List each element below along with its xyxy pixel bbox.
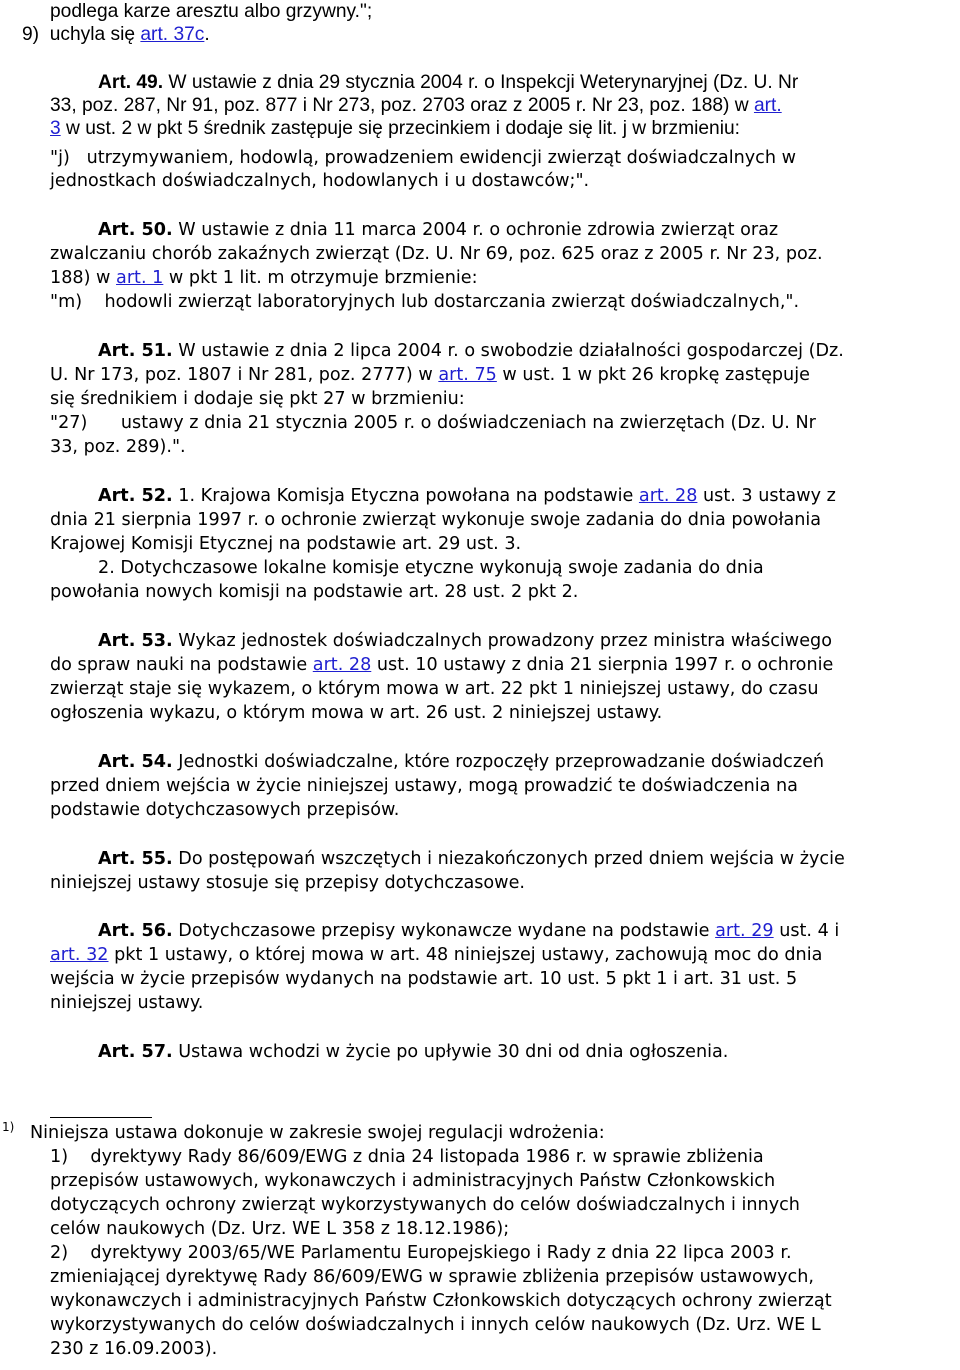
- text-line: [50, 944, 822, 967]
- text-line: [50, 775, 798, 798]
- text-segment: 230 z 16.09.2003).: [50, 1339, 218, 1359]
- text-segment: ust. 3 ustawy z: [697, 486, 836, 506]
- text-segment: 9) uchyla się: [22, 24, 141, 45]
- text-line: [50, 170, 589, 193]
- text-segment: jednostkach doświadczalnych, hodowlanych i u dostawców;".: [50, 171, 590, 191]
- text-line: [50, 1170, 775, 1193]
- text-segment: 33, poz. 289).".: [50, 437, 186, 457]
- text-segment: 2) dyrektywy 2003/65/WE Parlamentu Europejskiego i Rady z dnia 22 lipca 2003 r.: [50, 1243, 792, 1263]
- text-segment: ust. 4 i: [773, 921, 840, 941]
- text-segment: Krajowej Komisji Etycznej na podstawie art. 29 ust. 3.: [50, 534, 522, 554]
- text-line: [50, 872, 525, 895]
- text-line: [98, 219, 778, 242]
- text-line: [50, 412, 816, 435]
- article-link[interactable]: art. 1: [116, 268, 164, 288]
- text-line: [50, 1194, 800, 1217]
- text-segment: W ustawie z dnia 2 lipca 2004 r. o swobodzie działalności gospodarczej (Dz.: [172, 341, 844, 361]
- text-segment: Do postępowań wszczętych i niezakończonych przed dniem wejścia w życie: [172, 849, 845, 869]
- text-segment: w ust. 2 w pkt 5 średnik zastępuje się przecinkiem i dodaje się lit. j w brzmieniu:: [60, 118, 740, 139]
- text-line: [98, 751, 824, 774]
- text-segment: 1) dyrektywy Rady 86/609/EWG z dnia 24 listopada 1986 r. w sprawie zbliżenia: [50, 1147, 764, 1167]
- article-link[interactable]: art.: [753, 95, 782, 116]
- article-link[interactable]: 3: [50, 118, 61, 139]
- text-line: [50, 0, 372, 23]
- text-line: [50, 678, 819, 701]
- text-line: [50, 291, 799, 314]
- text-segment: celów naukowych (Dz. Urz. WE L 358 z 18.12.1986);: [50, 1219, 510, 1239]
- text-line: [50, 388, 465, 411]
- text-line: [50, 968, 797, 991]
- text-line: [50, 1218, 509, 1241]
- text-line: [98, 557, 764, 580]
- text-line: [50, 1338, 217, 1361]
- article-link[interactable]: art. 37c: [140, 24, 205, 45]
- text-segment: ust. 10 ustawy z dnia 21 sierpnia 1997 r. o ochronie: [371, 655, 834, 675]
- text-line: [50, 1290, 832, 1313]
- text-line: [50, 243, 823, 266]
- text-segment: niniejszej ustawy.: [50, 993, 204, 1013]
- text-line: [50, 799, 399, 822]
- text-segment: przepisów ustawowych, wykonawczych i administracyjnych Państw Członkowskich: [50, 1171, 776, 1191]
- text-segment: do spraw nauki na podstawie: [50, 655, 313, 675]
- text-line: [50, 533, 521, 556]
- text-segment: W ustawie z dnia 29 stycznia 2004 r. o Inspekcji Weterynaryjnej (Dz. U. Nr: [163, 72, 799, 93]
- text-line: [98, 71, 798, 94]
- article-link[interactable]: art. 28: [638, 486, 698, 506]
- text-line: [50, 1314, 821, 1337]
- text-segment: zwierząt staje się wykazem, o którym mowa w art. 22 pkt 1 niniejszej ustawy, do czasu: [50, 679, 819, 699]
- article-heading: Art. 55.: [98, 849, 173, 869]
- text-line: [50, 117, 740, 140]
- text-segment: ogłoszenia wykazu, o którym mowa w art. 26 ust. 2 niniejszej ustawy.: [50, 703, 663, 723]
- article-heading: Art. 56.: [98, 921, 173, 941]
- footnote-marker: 1): [2, 1120, 15, 1134]
- footnote-separator: [50, 1117, 152, 1118]
- article-link[interactable]: art. 32: [50, 945, 109, 965]
- text-line: [98, 340, 844, 363]
- text-segment: niniejszej ustawy stosuje się przepisy dotychczasowe.: [50, 873, 525, 893]
- text-segment: zwalczaniu chorób zakaźnych zwierząt (Dz. U. Nr 69, poz. 625 oraz z 2005 r. Nr 23, poz.: [50, 244, 823, 264]
- text-segment: Wykaz jednostek doświadczalnych prowadzony przez ministra właściwego: [172, 631, 832, 651]
- text-line: [50, 581, 578, 604]
- text-segment: przed dniem wejścia w życie niniejszej ustawy, mogą prowadzić te doświadczenia na: [50, 776, 798, 796]
- text-segment: "27) ustawy z dnia 21 stycznia 2005 r. o doświadczeniach na zwierzętach (Dz. U. Nr: [50, 413, 816, 433]
- text-line: [98, 630, 832, 653]
- article-heading: Art. 49.: [98, 72, 164, 93]
- text-line: [50, 1266, 814, 1289]
- text-segment: 188) w: [50, 268, 117, 288]
- article-link[interactable]: art. 29: [715, 921, 774, 941]
- text-line: [22, 23, 210, 46]
- text-segment: zmieniającej dyrektywę Rady 86/609/EWG w sprawie zbliżenia przepisów ustawowych,: [50, 1267, 814, 1287]
- text-segment: powołania nowych komisji na podstawie art. 28 ust. 2 pkt 2.: [50, 582, 579, 602]
- text-segment: 1. Krajowa Komisja Etyczna powołana na podstawie: [172, 486, 639, 506]
- text-line: [50, 654, 833, 677]
- article-heading: Art. 50.: [98, 220, 173, 240]
- text-segment: .: [204, 24, 210, 45]
- text-segment: wykorzystywanych do celów doświadczalnych i innych celów naukowych (Dz. Urz. WE L: [50, 1315, 821, 1335]
- text-segment: w pkt 1 lit. m otrzymuje brzmienie:: [163, 268, 478, 288]
- text-segment: się średnikiem i dodaje się pkt 27 w brzmieniu:: [50, 389, 465, 409]
- text-segment: U. Nr 173, poz. 1807 i Nr 281, poz. 2777) w: [50, 365, 439, 385]
- text-line: [50, 94, 782, 117]
- text-segment: podlega karze aresztu albo grzywny.";: [50, 1, 373, 22]
- text-line: [98, 1041, 728, 1064]
- text-line: [98, 920, 839, 943]
- text-line: [50, 1146, 764, 1169]
- text-segment: W ustawie z dnia 11 marca 2004 r. o ochronie zdrowia zwierząt oraz: [172, 220, 779, 240]
- text-segment: Jednostki doświadczalne, które rozpoczęły przeprowadzanie doświadczeń: [172, 752, 825, 772]
- text-line: [50, 992, 203, 1015]
- article-heading: Art. 51.: [98, 341, 173, 361]
- article-link[interactable]: art. 28: [312, 655, 372, 675]
- text-segment: pkt 1 ustawy, o której mowa w art. 48 niniejszej ustawy, zachowują moc do dnia: [108, 945, 823, 965]
- text-segment: dnia 21 sierpnia 1997 r. o ochronie zwierząt wykonuje swoje zadania do dnia powołania: [50, 510, 822, 530]
- text-line: [50, 436, 186, 459]
- text-line: [50, 509, 821, 532]
- text-line: [50, 1242, 792, 1265]
- text-segment: Niniejsza ustawa dokonuje w zakresie swojej regulacji wdrożenia:: [30, 1123, 605, 1143]
- text-segment: "j) utrzymywaniem, hodowlą, prowadzeniem ewidencji zwierząt doświadczalnych w: [50, 148, 796, 168]
- text-segment: 33, poz. 287, Nr 91, poz. 877 i Nr 273, poz. 2703 oraz z 2005 r. Nr 23, poz. 188) w: [50, 95, 754, 116]
- text-segment: 2. Dotychczasowe lokalne komisje etyczne wykonują swoje zadania do dnia: [98, 558, 764, 578]
- article-heading: Art. 53.: [98, 631, 173, 651]
- article-heading: Art. 52.: [98, 486, 173, 506]
- text-segment: wykonawczych i administracyjnych Państw Członkowskich dotyczących ochrony zwierząt: [50, 1291, 832, 1311]
- text-segment: w ust. 1 w pkt 26 kropkę zastępuje: [496, 365, 810, 385]
- text-segment: dotyczących ochrony zwierząt wykorzystywanych do celów doświadczalnych i innych: [50, 1195, 800, 1215]
- text-line: [98, 485, 836, 508]
- text-segment: "m) hodowli zwierząt laboratoryjnych lub dostarczania zwierząt doświadczalnych,".: [50, 292, 800, 312]
- article-heading: Art. 54.: [98, 752, 173, 772]
- text-line: [50, 364, 810, 387]
- text-line: [50, 702, 662, 725]
- text-segment: Dotychczasowe przepisy wykonawcze wydane na podstawie: [172, 921, 716, 941]
- text-line: [30, 1122, 605, 1145]
- text-segment: Ustawa wchodzi w życie po upływie 30 dni od dnia ogłoszenia.: [172, 1042, 729, 1062]
- text-segment: wejścia w życie przepisów wydanych na podstawie art. 10 ust. 5 pkt 1 i art. 31 ust. 5: [50, 969, 798, 989]
- text-line: [98, 848, 845, 871]
- text-line: [50, 147, 796, 170]
- article-heading: Art. 57.: [98, 1042, 173, 1062]
- text-segment: podstawie dotychczasowych przepisów.: [50, 800, 400, 820]
- text-line: [50, 267, 478, 290]
- article-link[interactable]: art. 75: [438, 365, 497, 385]
